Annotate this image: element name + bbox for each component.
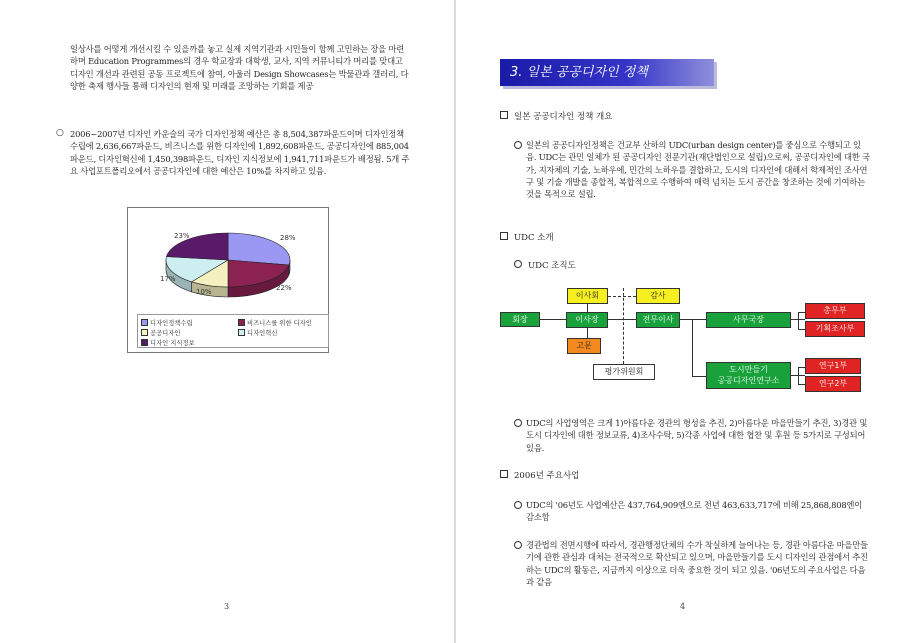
overview-paragraph: 일본의 공공디자인정책은 건교부 산하의 UDC(urban design center)를 중심으로 수행되고 있음. UDC는 관민 일체가 된 공공디자인 전문기관(재단법인으로 설립)으로써, 공공디자인에 대한 국가, 지자체의 기술, 노하우에, 민간의 노하우를 결합하고, 도시의 디자인에 대해서 학제적인 조사연구 및 기술 개발을 종합적, 복합적으로 수행하여 매력 넘치는 도시 공간을 창조하는 것에 기여하는 것을 목적으로 설립. bbox=[526, 140, 870, 200]
org-box-director: 이사장 bbox=[566, 312, 608, 328]
connector bbox=[798, 367, 805, 368]
intro-paragraph: 일상사를 어떻게 개선시킬 수 있을까를 놓고 실제 지역기관과 시민들이 함께 고민하는 장을 마련하며 Education Programmes의 경우 학교장과 대학생, 교사, 지역 커뮤니티가 머리를 맞대고 디자인 개선과 관련된 공동 프로젝트에 참여, 아울러 Design Showcases는 박물관과 갤러리, 다양한 축제 행사들 통해 디자인의 현재 및 미래를 조망하는 기회를 제공 bbox=[70, 44, 409, 91]
org-box-planning: 기획조사부 bbox=[805, 321, 865, 337]
pie-label-4: 23% bbox=[174, 232, 190, 240]
square-bullet-icon bbox=[500, 470, 508, 478]
section-title-banner: 3. 일본 공공디자인 정책 bbox=[500, 59, 714, 86]
dashed-connector bbox=[608, 296, 636, 297]
org-box-chairman: 회장 bbox=[500, 312, 540, 327]
bullet-circle: ○ bbox=[56, 128, 64, 138]
legend-label-0: 디자인정책수립 bbox=[150, 320, 193, 327]
connector bbox=[798, 312, 799, 329]
connector bbox=[798, 312, 805, 313]
connector bbox=[798, 384, 805, 385]
pie-label-3: 17% bbox=[160, 275, 176, 283]
legend-item-1 bbox=[238, 318, 312, 327]
legend-item-4 bbox=[141, 338, 195, 347]
pie-chart-svg bbox=[128, 208, 328, 314]
legend-label-4: 디자인 지식정보 bbox=[150, 340, 195, 347]
connector bbox=[798, 367, 799, 384]
heading-udc-text: UDC 소개 bbox=[514, 233, 554, 243]
connector bbox=[798, 329, 805, 330]
pie-label-1: 22% bbox=[276, 284, 292, 292]
heading-overview-text: 일본 공공디자인 정책 개요 bbox=[514, 112, 613, 122]
org-box-general-affairs: 총무부 bbox=[805, 303, 865, 319]
legend-item-3 bbox=[238, 328, 277, 337]
heading-2006-text: 2006년 주요사업 bbox=[514, 471, 580, 481]
legend-swatch-1 bbox=[238, 319, 245, 326]
legend-swatch-3 bbox=[238, 329, 245, 336]
legend-label-1: 비즈니스를 위한 디자인 bbox=[247, 320, 312, 327]
org-box-institute: 도시만들기 공공디자인연구소 bbox=[706, 362, 791, 389]
org-box-auditor: 감사 bbox=[636, 288, 680, 304]
left-page bbox=[0, 0, 454, 643]
circle-bullet-icon bbox=[514, 501, 522, 509]
udc-areas-paragraph: UDC의 사업영역은 크게 1)아름다운 경관의 형성을 추진, 2)아름다운 마을만들기 추진, 3)경관 및 도시 디자인에 대한 정보교류, 4)조사수탁, 5)각종 사업에 대한 협찬 및 후원 등 5가지로 구성되어 있음. bbox=[526, 418, 868, 453]
dashed-connector bbox=[623, 288, 624, 364]
connector bbox=[608, 319, 636, 320]
pie-label-2: 10% bbox=[196, 288, 212, 296]
org-box-secretariat: 사무국장 bbox=[706, 312, 791, 328]
legend-item-0 bbox=[141, 318, 193, 327]
org-box-executive: 전무이사 bbox=[636, 312, 680, 328]
org-box-board: 이사회 bbox=[567, 288, 608, 304]
connector bbox=[540, 319, 566, 320]
connector bbox=[692, 319, 693, 376]
budget-2006-paragraph: UDC의 '06년도 사업예산은 437,764,909엔으로 전년 463,633,717에 비해 25,868,808엔이 감소함 bbox=[526, 500, 863, 523]
connector bbox=[587, 328, 588, 338]
legend-swatch-0 bbox=[141, 319, 148, 326]
budget-paragraph: 2006~2007년 디자인 카운슬의 국가 디자인정책 예산은 총 8,504,387파운드이며 디자인정책 수립에 2,636,667파운드, 비즈니스를 위한 디자인에 1,892,608파운드, 공공디자인에 885,004파운드, 디자인혁신에 1,450,398파운드, 디자인 지식정보에 1,941,711파운드가 배정됨. 5개 주요 사업포트폴리오에서 공공디자인에 대한 예산은 10%를 차지하고 있음. bbox=[70, 129, 410, 176]
connector bbox=[692, 376, 706, 377]
landscape-paragraph: 경관법의 전면시행에 따라서, 경관행정단체의 수가 착실하게 늘어나는 등, 경관 아름다운 마을만들기에 관한 관심과 대처는 전국적으로 확산되고 있으며, 마을만들기를 도시 디자인의 관점에서 추진하는 UDC의 활동은, 지금까지 이상으로 더욱 중요한 것이 되고 있음. '06년도의 주요사업은 다음과 같음 bbox=[526, 540, 868, 587]
heading-org-text: UDC 조직도 bbox=[528, 261, 576, 271]
connector bbox=[587, 304, 588, 312]
legend-label-3: 디자인혁신 bbox=[247, 330, 278, 337]
legend-swatch-2 bbox=[141, 329, 148, 336]
page-number-left: 3 bbox=[224, 602, 230, 611]
legend-item-2 bbox=[141, 328, 180, 337]
org-box-research1: 연구1부 bbox=[805, 358, 861, 374]
pie-legend bbox=[137, 314, 329, 348]
circle-bullet-icon bbox=[514, 541, 522, 549]
page-number-right: 4 bbox=[680, 602, 686, 611]
org-box-advisor: 고문 bbox=[567, 338, 601, 354]
legend-swatch-4 bbox=[141, 339, 148, 346]
heading-2006 bbox=[500, 469, 579, 481]
legend-label-2: 공공디자인 bbox=[150, 330, 181, 337]
budget-pie-chart bbox=[127, 207, 329, 353]
pie-label-0: 28% bbox=[280, 234, 296, 242]
org-box-evaluation: 평가위원회 bbox=[593, 364, 655, 380]
circle-bullet-icon bbox=[514, 419, 522, 427]
right-page bbox=[456, 0, 909, 643]
org-box-research2: 연구2부 bbox=[805, 376, 861, 392]
connector bbox=[680, 319, 706, 320]
